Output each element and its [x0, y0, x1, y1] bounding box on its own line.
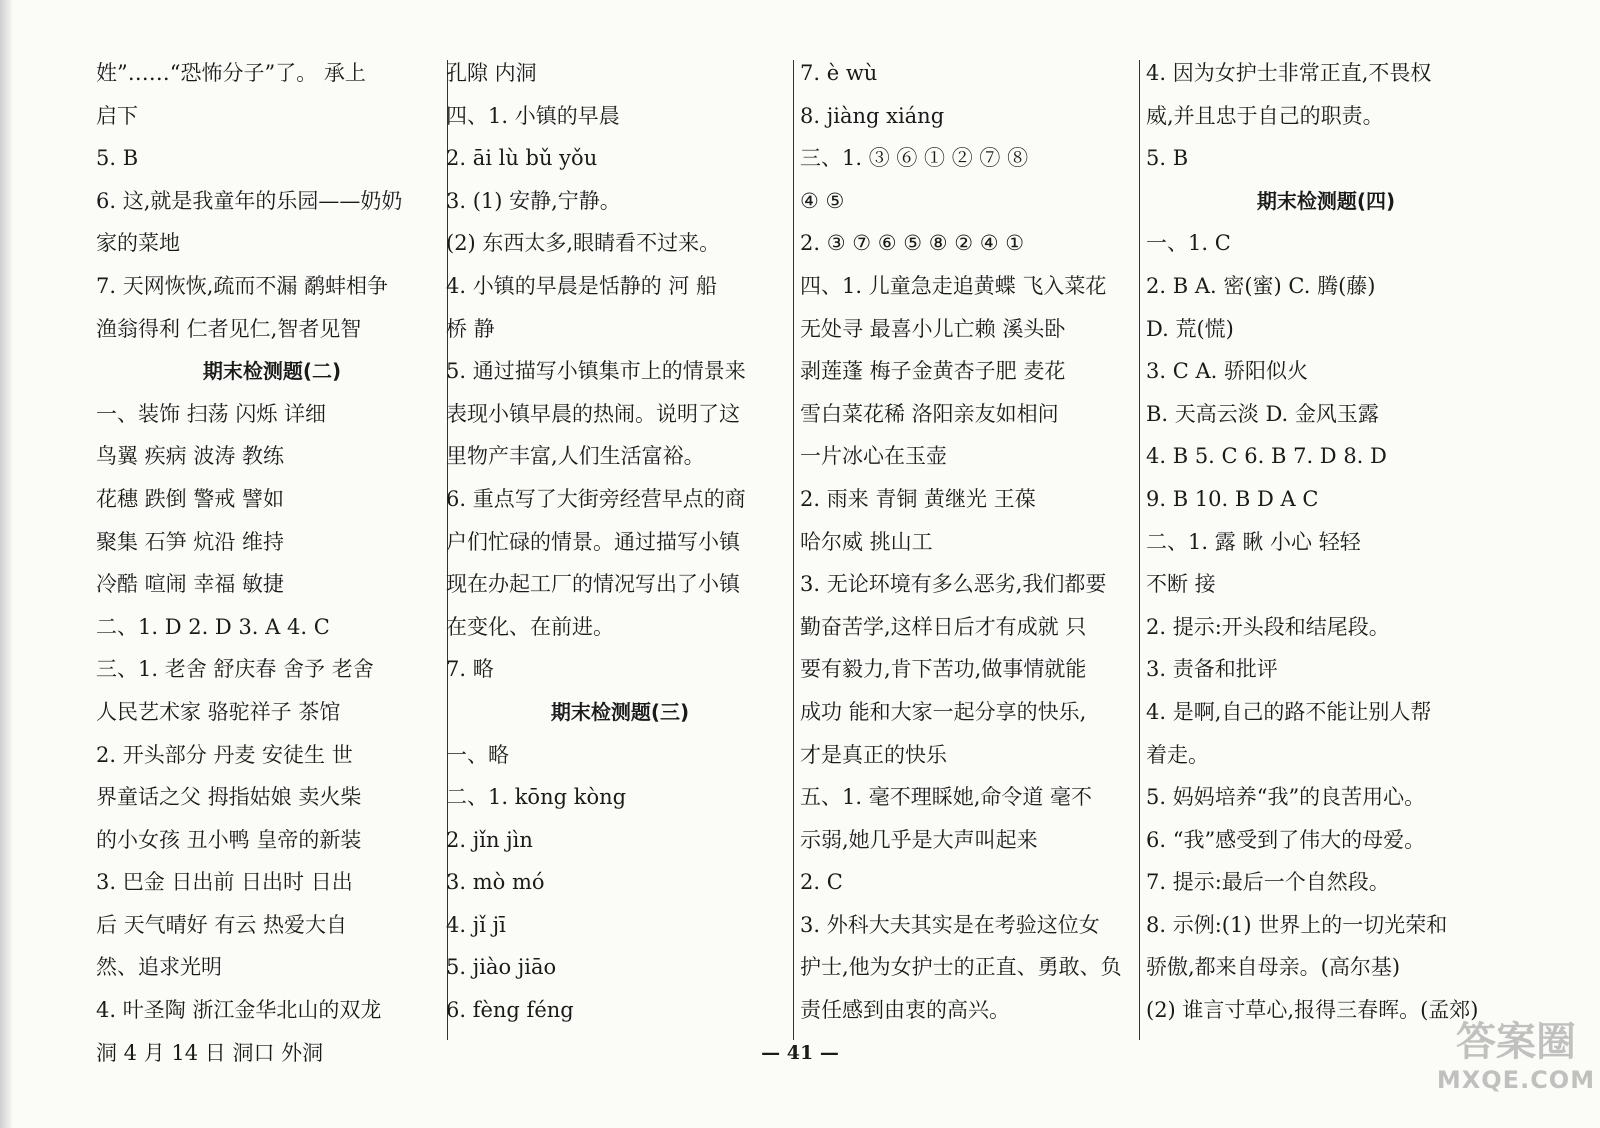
- text-line: 里物产丰富,人们生活富裕。: [446, 444, 705, 469]
- text-line: 界童话之父 拇指姑娘 卖火柴: [96, 785, 362, 810]
- text-line: (2) 谁言寸草心,报得三春晖。(孟郊): [1146, 998, 1479, 1023]
- text-line: 在变化、在前进。: [446, 614, 614, 639]
- text-line: 骄傲,都来自母亲。(高尔基): [1146, 955, 1401, 980]
- text-line: 三、1. ③ ⑥ ① ② ⑦ ⑧: [800, 146, 1029, 171]
- text-line: 二、1. kōng kòng: [446, 785, 627, 810]
- text-line: 8. jiàng xiáng: [800, 103, 945, 128]
- section-heading: 期末检测题(三): [550, 699, 690, 724]
- text-line: 现在办起工厂的情况写出了小镇: [446, 572, 740, 597]
- column-1: [96, 52, 448, 1074]
- text-line: 5. B: [1146, 146, 1189, 171]
- text-line: 5. 通过描写小镇集市上的情景来: [446, 359, 746, 384]
- text-line: 2. 提示:开头段和结尾段。: [1146, 614, 1390, 639]
- text-line: 四、1. 儿童急走追黄蝶 飞入菜花: [800, 273, 1107, 298]
- text-line: 2. 开头部分 丹麦 安徒生 世: [96, 742, 353, 767]
- text-line: 3. 无论环境有多么恶劣,我们都要: [800, 572, 1107, 597]
- text-line: (2) 东西太多,眼睛看不过来。: [446, 231, 721, 256]
- text-line: 一、1. C: [1146, 231, 1231, 256]
- text-line: 5. jiào jiāo: [446, 955, 557, 980]
- text-line: 8. 示例:(1) 世界上的一切光荣和: [1146, 912, 1448, 937]
- text-line: 后 天气晴好 有云 热爱大自: [96, 912, 348, 937]
- text-line: 护士,他为女护士的正直、勇敢、负: [800, 955, 1122, 980]
- text-line: 责任感到由衷的高兴。: [800, 998, 1010, 1023]
- text-line: 的小女孩 丑小鸭 皇帝的新装: [96, 827, 362, 852]
- text-line: 3. 巴金 日出前 日出时 日出: [96, 870, 353, 895]
- text-line: 家的菜地: [96, 231, 180, 256]
- text-line: 4. 小镇的早晨是恬静的 河 船: [446, 273, 718, 298]
- text-line: 人民艺术家 骆驼祥子 茶馆: [96, 699, 341, 724]
- site-watermark: [1432, 1018, 1600, 1128]
- text-line: 5. B: [96, 146, 139, 171]
- text-line: 示弱,她几乎是大声叫起来: [800, 827, 1038, 852]
- text-line: 一、装饰 扫荡 闪烁 详细: [96, 401, 327, 426]
- text-line: 三、1. 老舍 舒庆春 舍予 老舍: [96, 657, 374, 682]
- text-line: 2. ③ ⑦ ⑥ ⑤ ⑧ ② ④ ①: [800, 231, 1025, 256]
- text-line: 3. mò mó: [446, 870, 545, 895]
- text-line: 五、1. 毫不理睬她,命令道 毫不: [800, 785, 1093, 810]
- text-line: 7. 天网恢恢,疏而不漏 鹬蚌相争: [96, 273, 389, 298]
- text-line: 7. 提示:最后一个自然段。: [1146, 870, 1390, 895]
- text-line: 威,并且忠于自己的职责。: [1146, 103, 1384, 128]
- text-line: 3. (1) 安静,宁静。: [446, 188, 621, 213]
- column-divider: [793, 60, 794, 1040]
- text-line: 3. C A. 骄阳似火: [1146, 359, 1308, 384]
- text-line: 着走。: [1146, 742, 1209, 767]
- text-line: 无处寻 最喜小儿亡赖 溪头卧: [800, 316, 1066, 341]
- text-line: 然、追求光明: [96, 955, 222, 980]
- text-line: 户们忙碌的情景。通过描写小镇: [446, 529, 740, 554]
- text-line: 4. jǐ jī: [446, 912, 506, 937]
- text-line: 6. “我”感受到了伟大的母爱。: [1146, 827, 1426, 852]
- watermark-logo-text: 答案圈: [1456, 1019, 1576, 1065]
- text-line: 4. B 5. C 6. B 7. D 8. D: [1146, 444, 1387, 469]
- text-line: 要有毅力,肯下苦功,做事情就能: [800, 657, 1087, 682]
- text-line: 3. 责备和批评: [1146, 657, 1278, 682]
- text-line: 花穗 跌倒 警戒 譬如: [96, 486, 285, 511]
- text-line: 冷酷 喧闹 幸福 敏捷: [96, 572, 285, 597]
- column-3: [800, 52, 1142, 1032]
- text-line: 剥莲蓬 梅子金黄杏子肥 麦花: [800, 359, 1066, 384]
- text-line: 姓”……“恐怖分子”了。 承上: [96, 61, 366, 85]
- text-line: 一、略: [446, 742, 509, 767]
- text-line: 表现小镇早晨的热闹。说明了这: [446, 401, 740, 426]
- text-line: 桥 静: [446, 316, 495, 341]
- column-4: [1146, 52, 1506, 1032]
- text-line: 4. 叶圣陶 浙江金华北山的双龙: [96, 998, 382, 1023]
- text-line: 2. āi lù bǔ yǒu: [446, 146, 598, 171]
- text-line: 4. 是啊,自己的路不能让别人帮: [1146, 699, 1432, 724]
- text-line: 二、1. 露 瞅 小心 轻轻: [1146, 529, 1361, 554]
- text-line: 不断 接: [1146, 572, 1216, 597]
- text-line: 4. 因为女护士非常正直,不畏权: [1146, 61, 1432, 85]
- section-heading: 期末检测题(四): [1256, 188, 1396, 213]
- text-line: 5. 妈妈培养“我”的良苦用心。: [1146, 785, 1426, 810]
- column-divider: [1139, 60, 1140, 1040]
- text-line: 6. 这,就是我童年的乐园——奶奶: [96, 188, 403, 213]
- text-line: 3. 外科大夫其实是在考验这位女: [800, 912, 1100, 937]
- text-line: 6. fèng féng: [446, 998, 574, 1023]
- text-line: 2. C: [800, 870, 843, 895]
- text-line: 雪白菜花稀 洛阳亲友如相问: [800, 401, 1059, 426]
- text-line: 勤奋苦学,这样日后才有成就 只: [800, 614, 1087, 639]
- text-line: 鸟翼 疾病 波涛 教练: [96, 444, 285, 469]
- text-line: 启下: [96, 103, 138, 128]
- text-line: 渔翁得利 仁者见仁,智者见智: [96, 316, 362, 341]
- text-line: 洞 4 月 14 日 洞口 外洞: [96, 1040, 324, 1065]
- text-line: 四、1. 小镇的早晨: [446, 103, 620, 128]
- text-line: B. 天高云淡 D. 金风玉露: [1146, 401, 1379, 426]
- text-line: 2. B A. 密(蜜) C. 腾(藤): [1146, 273, 1376, 298]
- text-line: 7. 略: [446, 657, 494, 682]
- text-line: 聚集 石笋 炕沿 维持: [96, 529, 285, 554]
- column-2: [446, 52, 794, 1032]
- text-line: 一片冰心在玉壶: [800, 444, 947, 469]
- text-line: 9. B 10. B D A C: [1146, 486, 1319, 511]
- watermark-url: MXQE.COM: [1436, 1066, 1596, 1094]
- text-line: 哈尔威 挑山工: [800, 529, 933, 554]
- text-line: 才是真正的快乐: [800, 742, 947, 767]
- section-heading: 期末检测题(二): [202, 359, 342, 384]
- page-edge-shadow: [0, 0, 12, 1128]
- text-line: 孔隙 内洞: [446, 61, 537, 85]
- text-line: 6. 重点写了大街旁经营早点的商: [446, 486, 746, 511]
- text-line: 7. è wù: [800, 61, 878, 85]
- text-line: 二、1. D 2. D 3. A 4. C: [96, 614, 330, 639]
- text-line: ④ ⑤: [800, 188, 845, 213]
- text-line: 2. 雨来 青铜 黄继光 王葆: [800, 486, 1036, 511]
- text-line: 2. jǐn jìn: [446, 827, 533, 852]
- text-line: 成功 能和大家一起分享的快乐,: [800, 699, 1087, 724]
- page-number: — 41 —: [761, 1042, 839, 1064]
- text-line: D. 荒(慌): [1146, 316, 1234, 341]
